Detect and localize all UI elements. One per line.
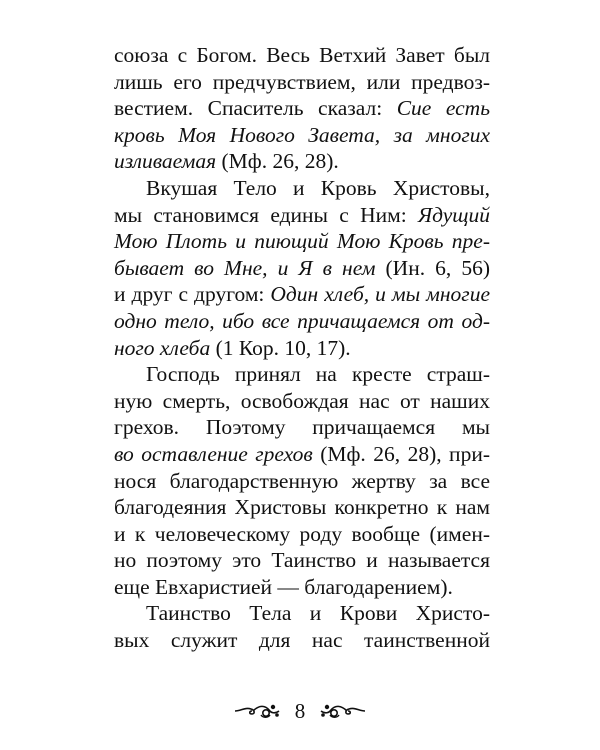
text-segment: грехов. Поэтому причащаемся мы: [114, 415, 490, 440]
text-line: [114, 521, 490, 548]
scripture-quote: ного хлеба: [114, 335, 211, 360]
text-line: [114, 627, 490, 654]
left-ornament-icon: [233, 702, 283, 720]
text-line: [114, 148, 490, 175]
scripture-quote: одно тело, ибо все причащаемся от од-: [114, 308, 490, 333]
scripture-quote: кровь Моя Нового Завета, за многих: [114, 122, 490, 147]
text-segment: (Ин. 6, 56): [375, 255, 491, 280]
text-line: [114, 468, 490, 495]
text-line: [114, 547, 490, 574]
text-segment: лишь его предчувствием, или предвоз-: [114, 69, 490, 94]
text-line: [114, 42, 490, 69]
page-number: 8: [294, 699, 306, 723]
scripture-quote: Мою Плоть и пиющий Мою Кровь пре-: [114, 229, 490, 254]
text-segment: (Мф. 26, 28), при-: [312, 441, 490, 466]
text-segment: и друг с другом:: [114, 282, 271, 307]
text-line: [114, 202, 490, 229]
text-line: [114, 95, 490, 122]
scripture-quote: Сие есть: [396, 96, 490, 121]
text-line: [114, 441, 490, 468]
scripture-quote: во оставление грехов: [114, 441, 313, 466]
text-segment: (1 Кор. 10, 17).: [210, 335, 351, 360]
scripture-quote: изливаемая: [114, 149, 217, 174]
text-line: [114, 69, 490, 96]
text-segment: вых служит для нас таинственной: [114, 628, 490, 653]
text-line: [114, 494, 490, 521]
text-line: [114, 308, 490, 335]
text-segment: и к человеческому роду вообще (имен-: [114, 521, 490, 546]
text-segment: но поэтому это Таинство и называется: [114, 548, 490, 573]
text-segment: мы становимся едины с Ним:: [114, 202, 418, 227]
scripture-quote: Ядущий: [418, 202, 490, 227]
text-segment: еще Евхаристией — благодарением).: [114, 574, 453, 599]
text-line: [114, 388, 490, 415]
text-segment: Таинство Тела и Крови Христо-: [146, 601, 490, 626]
text-line: [114, 175, 490, 202]
body-text: [114, 42, 490, 654]
text-line: [114, 281, 490, 308]
text-line: [114, 414, 490, 441]
text-line: [114, 255, 490, 282]
text-line: [114, 228, 490, 255]
text-line: [114, 574, 490, 601]
page-footer: [0, 696, 600, 726]
text-line: [114, 361, 490, 388]
text-segment: благодеяния Христовы конкретно к нам: [114, 495, 490, 520]
text-segment: союза с Богом. Весь Ветхий Завет был: [114, 43, 490, 67]
text-segment: ную смерть, освобождая нас от наших: [114, 388, 490, 413]
text-line: [114, 122, 490, 149]
text-segment: Вкушая Тело и Кровь Христовы,: [146, 175, 490, 200]
text-segment: (Мф. 26, 28).: [216, 149, 339, 174]
text-segment: вестием. Спаситель сказал:: [114, 96, 397, 121]
scripture-quote: Один хлеб, и мы многие: [270, 282, 490, 307]
text-segment: нося благодарственную жертву за все: [114, 468, 490, 493]
text-line: [114, 600, 490, 627]
text-segment: Господь принял на кресте страш-: [146, 362, 490, 387]
text-line: [114, 335, 490, 362]
scripture-quote: бывает во Мне, и Я в нем: [114, 255, 376, 280]
right-ornament-icon: [317, 702, 367, 720]
